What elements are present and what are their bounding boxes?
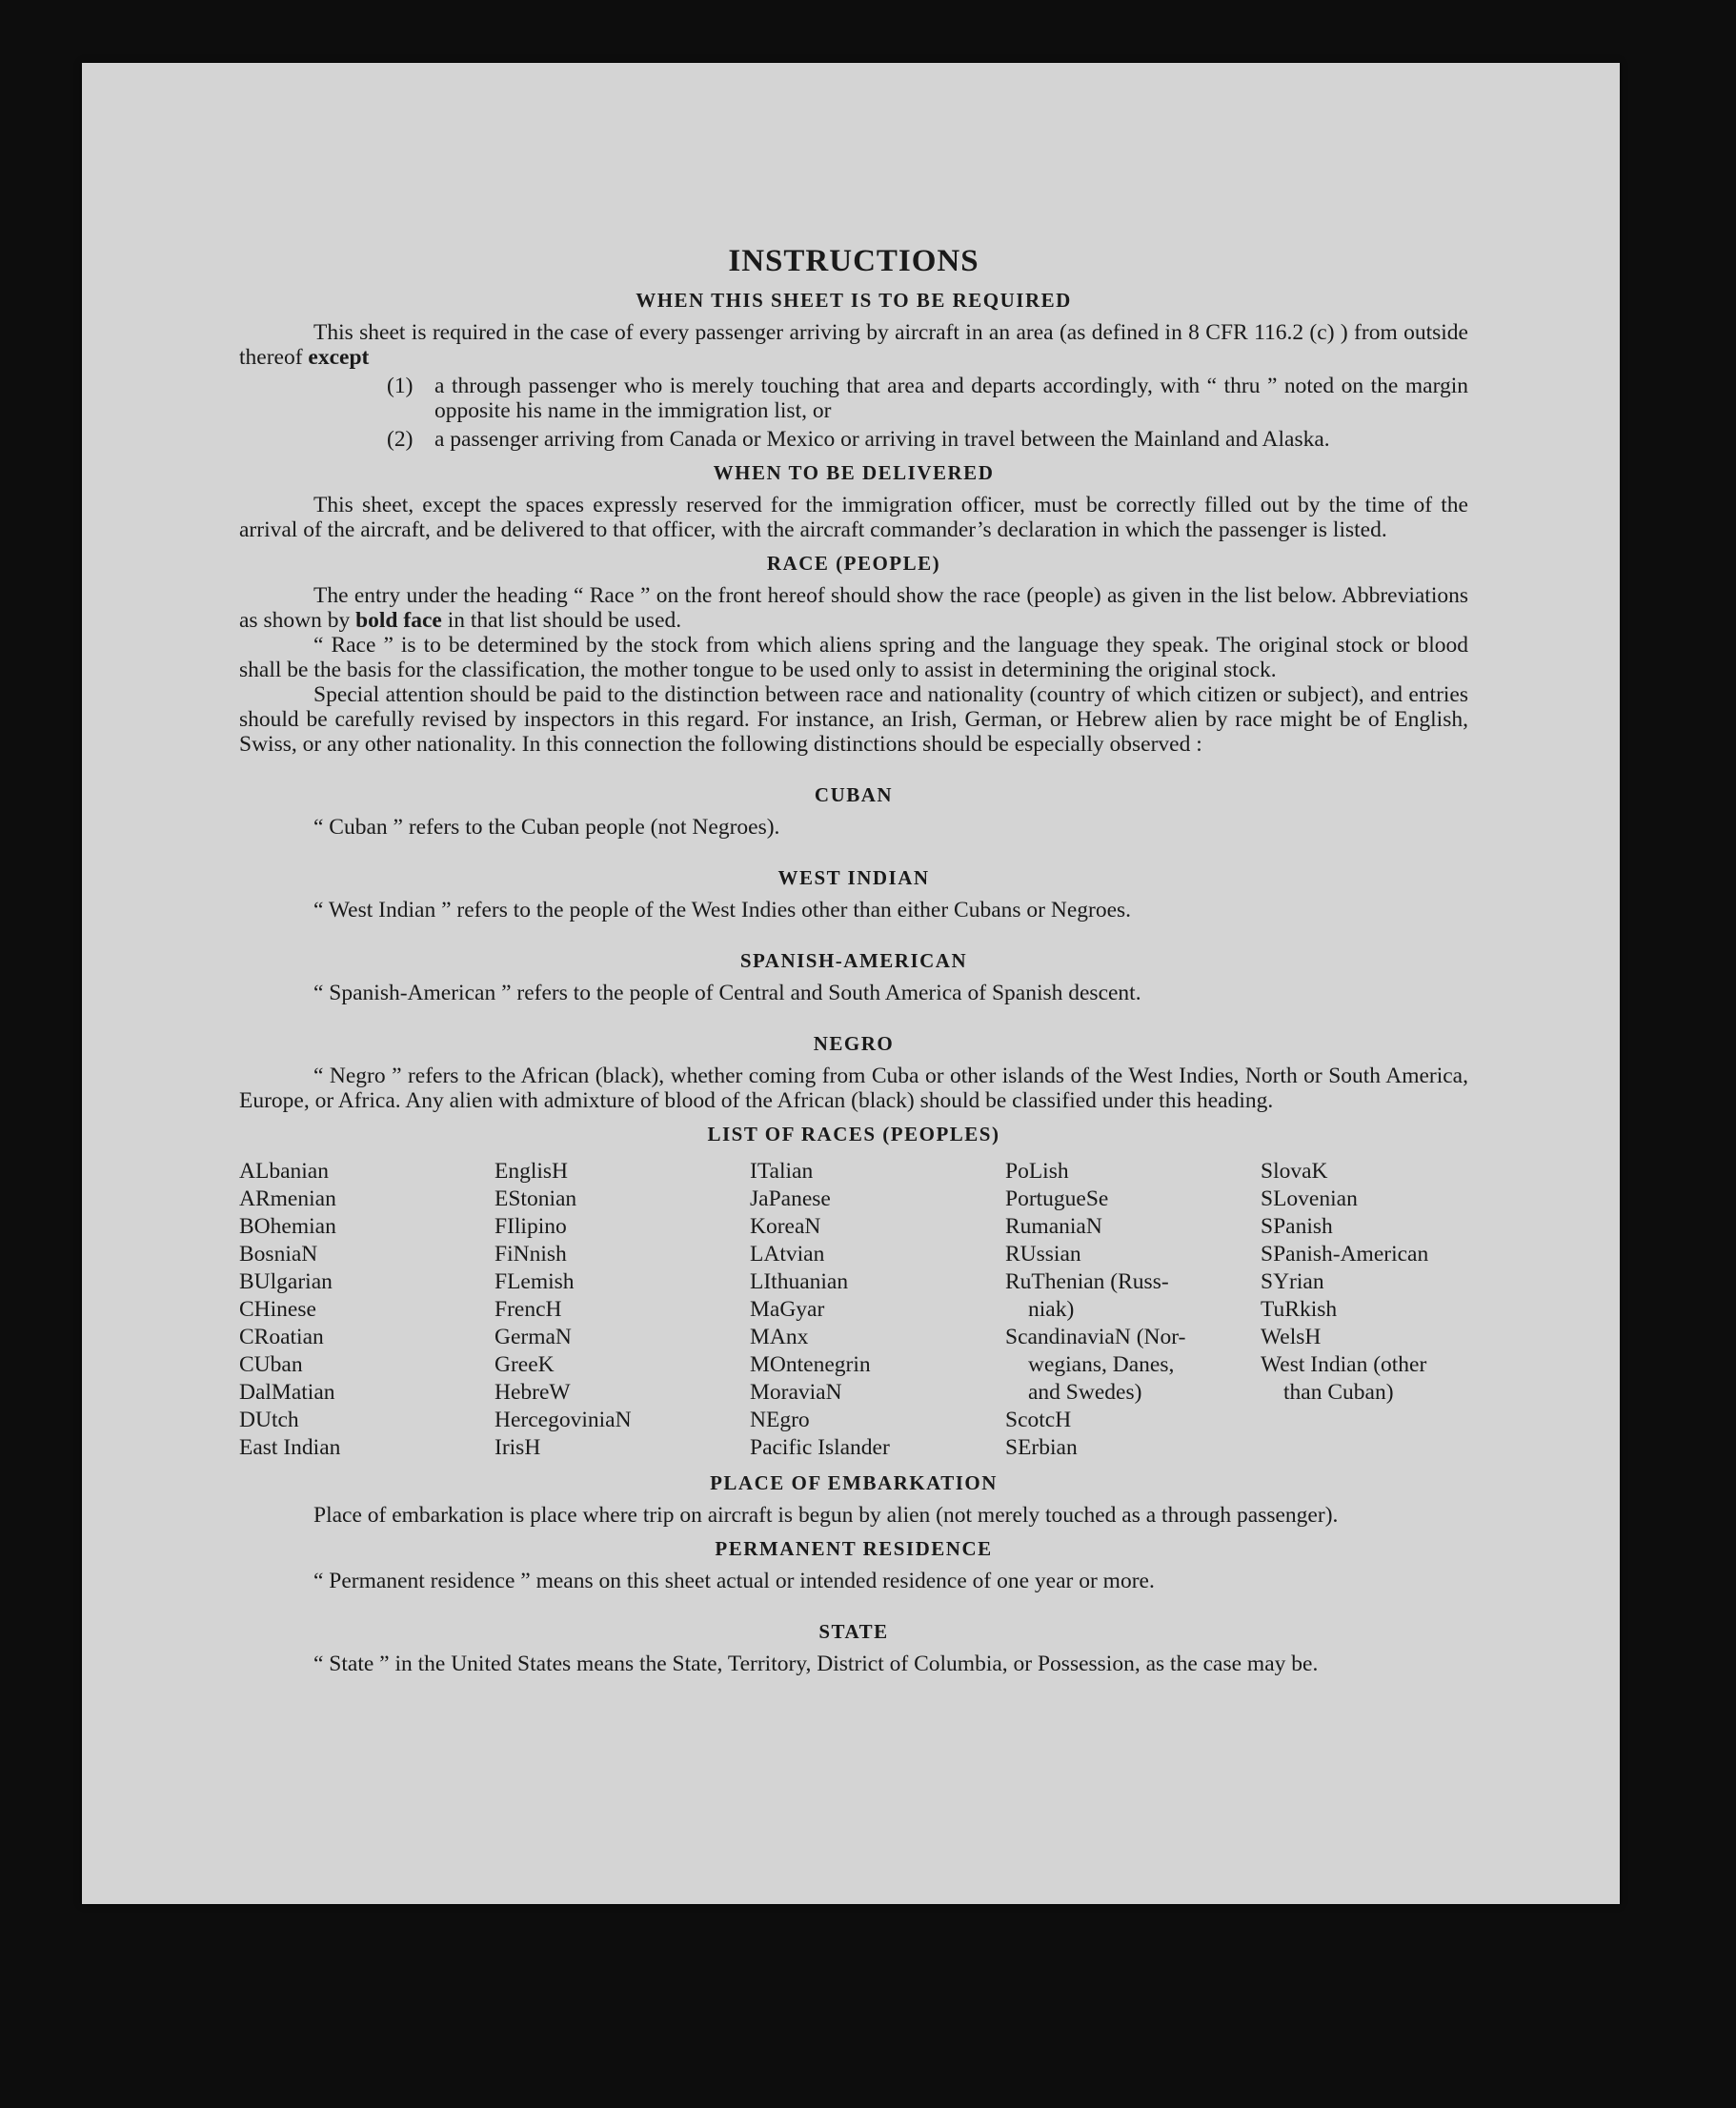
races-column-1 [239, 1158, 495, 1462]
page-title: INSTRUCTIONS [728, 244, 979, 278]
race-entry: IrisH [495, 1435, 541, 1460]
race-entry-continuation: than Cuban) [1283, 1380, 1394, 1405]
race-entry: BUlgarian [239, 1269, 333, 1294]
race-entry: NEgro [750, 1408, 810, 1432]
race-entry: MaGyar [750, 1297, 825, 1322]
race-entry: SYrian [1261, 1269, 1324, 1294]
item-number: (1) [387, 374, 414, 398]
race-entry: ALbanian [239, 1159, 329, 1184]
race-entry: FLemish [495, 1269, 575, 1294]
race-entry: Pacific Islander [750, 1435, 890, 1460]
races-column-5 [1261, 1158, 1470, 1462]
race-entry: JaPanese [750, 1186, 831, 1211]
races-table [239, 1158, 1468, 1462]
race-entry: MOntenegrin [750, 1352, 871, 1377]
race-entry: WelsH [1261, 1325, 1322, 1349]
heading-spanish-american: SPANISH-AMERICAN [739, 949, 968, 972]
race-entry: CRoatian [239, 1325, 324, 1349]
item-number: (2) [387, 427, 414, 452]
race-entry: EnglisH [495, 1159, 569, 1184]
paragraph-race-3: Special attention should be paid to the distinction between race and nationality (country of which citizen or subject), and entries should be carefully revised by inspectors in this regard. For instance, an Irish, German, or Hebrew alien by race might be of English, Swiss, or any other nationality. In this connection the following distinctions should be especially observed : [239, 682, 1468, 757]
race-entry: RuThenian (Russ- [1005, 1269, 1169, 1294]
race-entry: SErbian [1005, 1435, 1078, 1460]
race-entry: SPanish [1261, 1214, 1333, 1239]
list-item [387, 374, 1468, 423]
race-entry: SPanish-American [1261, 1242, 1429, 1267]
heading-negro: NEGRO [813, 1032, 895, 1055]
race-p1-start: The entry under the heading “ Race ” on the front hereof should show the race (people) as given in the list below. Abbreviations as shown by [239, 583, 1468, 633]
heading-cuban: CUBAN [814, 783, 894, 806]
race-entry-continuation: niak) [1028, 1297, 1075, 1322]
paragraph-embarkation: Place of embarkation is place where trip on aircraft is begun by alien (not merely touched as a through passenger). [313, 1503, 1339, 1528]
race-entry: TuRkish [1261, 1297, 1338, 1322]
paragraph-west-indian: “ West Indian ” refers to the people of the West Indies other than either Cubans or Negroes. [313, 898, 1132, 922]
race-entry: FiNnish [495, 1242, 567, 1267]
race-entry: HercegoviniaN [495, 1408, 632, 1432]
race-entry: BosniaN [239, 1242, 318, 1267]
race-entry-continuation: wegians, Danes, [1028, 1352, 1175, 1377]
race-entry: ARmenian [239, 1186, 336, 1211]
heading-place-of-embarkation: PLACE OF EMBARKATION [710, 1471, 998, 1494]
race-entry: PoLish [1005, 1159, 1069, 1184]
paragraph-state: “ State ” in the United States means the State, Territory, District of Columbia, or Possession, as the case may be. [313, 1652, 1319, 1676]
paragraph-when-delivered: This sheet, except the spaces expressly reserved for the immigration officer, must be correctly filled out by the time of the arrival of the aircraft, and be delivered to that officer, with the aircraft commander’s declaration in which the passenger is listed. [239, 493, 1468, 542]
race-entry: DalMatian [239, 1380, 335, 1405]
races-column-3 [750, 1158, 1005, 1462]
race-entry: FIlipino [495, 1214, 567, 1239]
races-column-2 [495, 1158, 750, 1462]
race-entry: ScotcH [1005, 1408, 1072, 1432]
heading-state: STATE [818, 1620, 889, 1643]
race-entry: ScandinaviaN (Nor- [1005, 1325, 1186, 1349]
heading-when-delivered: WHEN TO BE DELIVERED [713, 461, 995, 484]
race-entry: LIthuanian [750, 1269, 849, 1294]
paragraph-negro: “ Negro ” refers to the African (black), whether coming from Cuba or other islands of the West Indies, North or South America, Europe, or Africa. Any alien with admixture of blood of the African (black) should be classified under this heading. [239, 1064, 1468, 1113]
heading-when-required: WHEN THIS SHEET IS TO BE REQUIRED [636, 289, 1072, 312]
race-entry: West Indian (other [1261, 1352, 1427, 1377]
race-entry: KoreaN [750, 1214, 821, 1239]
race-entry-continuation: and Swedes) [1028, 1380, 1142, 1405]
heading-list-of-races: LIST OF RACES (PEOPLES) [707, 1123, 1000, 1145]
instructions-content [239, 177, 1468, 1676]
list-item [387, 427, 1468, 452]
race-entry: CUban [239, 1352, 303, 1377]
when-required-except: except [308, 345, 370, 370]
paragraph-when-required [239, 320, 1468, 370]
race-entry: MoraviaN [750, 1380, 842, 1405]
race-entry: ITalian [750, 1159, 814, 1184]
race-entry: SlovaK [1261, 1159, 1328, 1184]
race-entry: East Indian [239, 1435, 341, 1460]
race-entry: DUtch [239, 1408, 299, 1432]
race-entry: LAtvian [750, 1242, 825, 1267]
race-p1-end: in that list should be used. [447, 608, 682, 633]
race-entry: PortugueSe [1005, 1186, 1109, 1211]
paragraph-cuban: “ Cuban ” refers to the Cuban people (not Negroes). [313, 815, 780, 840]
race-entry: HebreW [495, 1380, 571, 1405]
race-entry: FrencH [495, 1297, 562, 1322]
paragraph-race-1 [239, 583, 1468, 633]
race-entry: CHinese [239, 1297, 316, 1322]
item-text: a passenger arriving from Canada or Mexico or arriving in travel between the Mainland and Alaska. [434, 427, 1330, 452]
item-text: a through passenger who is merely touching that area and departs accordingly, with “ thru ” noted on the margin opposite his name in the immigration list, or [434, 374, 1468, 423]
race-entry: MAnx [750, 1325, 809, 1349]
race-entry: EStonian [495, 1186, 577, 1211]
paragraph-race-2: “ Race ” is to be determined by the stock from which aliens spring and the language they speak. The original stock or blood shall be the basis for the classification, the mother tongue to be used only to assist in determining the original stock. [239, 633, 1468, 682]
paragraph-residence: “ Permanent residence ” means on this sheet actual or intended residence of one year or more. [313, 1569, 1155, 1593]
paragraph-spanish-american: “ Spanish-American ” refers to the people of Central and South America of Spanish descent. [313, 981, 1141, 1005]
heading-permanent-residence: PERMANENT RESIDENCE [715, 1537, 993, 1560]
race-p1-bold: bold face [355, 608, 442, 633]
when-required-intro: This sheet is required in the case of every passenger arriving by aircraft in an area (as defined in 8 CFR 116.2 (c) ) from outside thereof [239, 320, 1468, 370]
document-page [82, 63, 1620, 1904]
heading-west-indian: WEST INDIAN [777, 866, 930, 889]
race-entry: SLovenian [1261, 1186, 1358, 1211]
heading-race: RACE (PEOPLE) [766, 552, 941, 575]
race-entry: GreeK [495, 1352, 555, 1377]
race-entry: GermaN [495, 1325, 572, 1349]
race-entry: RumaniaN [1005, 1214, 1102, 1239]
races-column-4 [1005, 1158, 1261, 1462]
race-entry: RUssian [1005, 1242, 1081, 1267]
race-entry: BOhemian [239, 1214, 336, 1239]
